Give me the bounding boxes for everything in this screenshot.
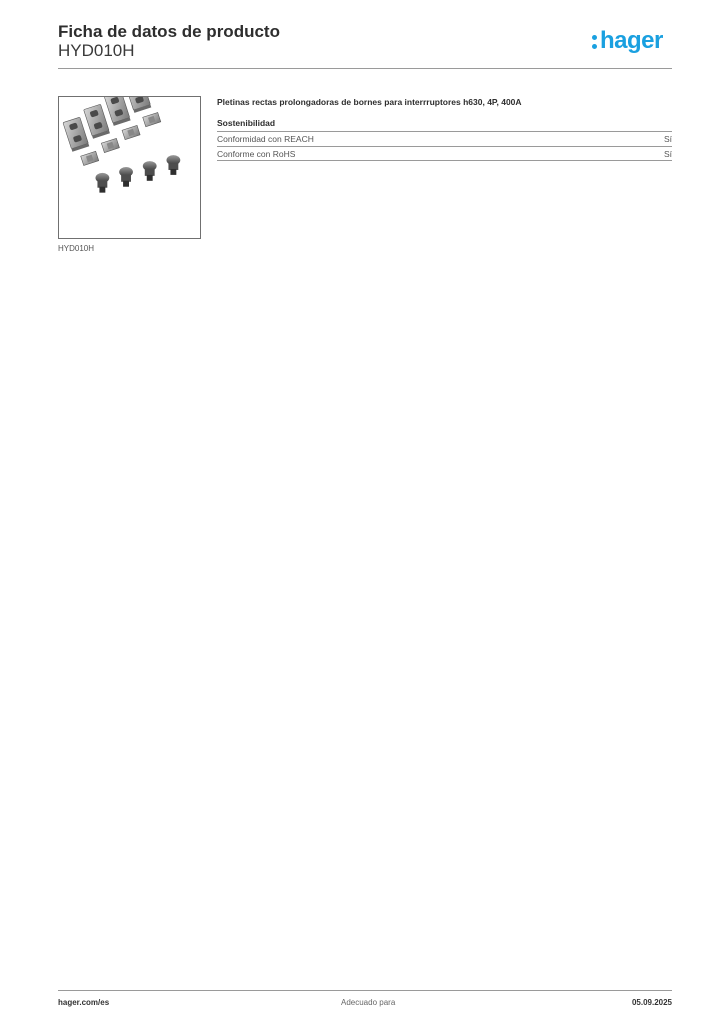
logo-text: hager <box>600 27 663 54</box>
product-code: HYD010H <box>58 41 135 60</box>
header-divider <box>58 68 672 69</box>
hager-logo[interactable] <box>592 28 663 58</box>
spec-value: Sí <box>663 134 672 144</box>
spec-row <box>217 131 672 146</box>
footer-date: 05.09.2025 <box>631 998 672 1007</box>
spec-table <box>217 131 672 161</box>
spec-value: Sí <box>663 149 672 159</box>
image-caption: HYD010H <box>58 244 95 253</box>
product-description: Pletinas rectas prolongadoras de bornes para interrruptores h630, 4P, 400A <box>217 97 522 107</box>
spec-row <box>217 146 672 161</box>
spec-label: Conforme con RoHS <box>217 149 296 159</box>
document-title: Ficha de datos de producto <box>58 22 280 41</box>
logo-dots-icon <box>592 35 597 49</box>
product-image <box>58 96 201 239</box>
footer-divider <box>58 990 672 991</box>
spec-label: Conformidad con REACH <box>217 134 314 144</box>
footer-center-text: Adecuado para <box>341 998 396 1007</box>
section-title-sustainability: Sostenibilidad <box>217 118 276 128</box>
footer-website-link[interactable]: hager.com/es <box>58 998 110 1007</box>
